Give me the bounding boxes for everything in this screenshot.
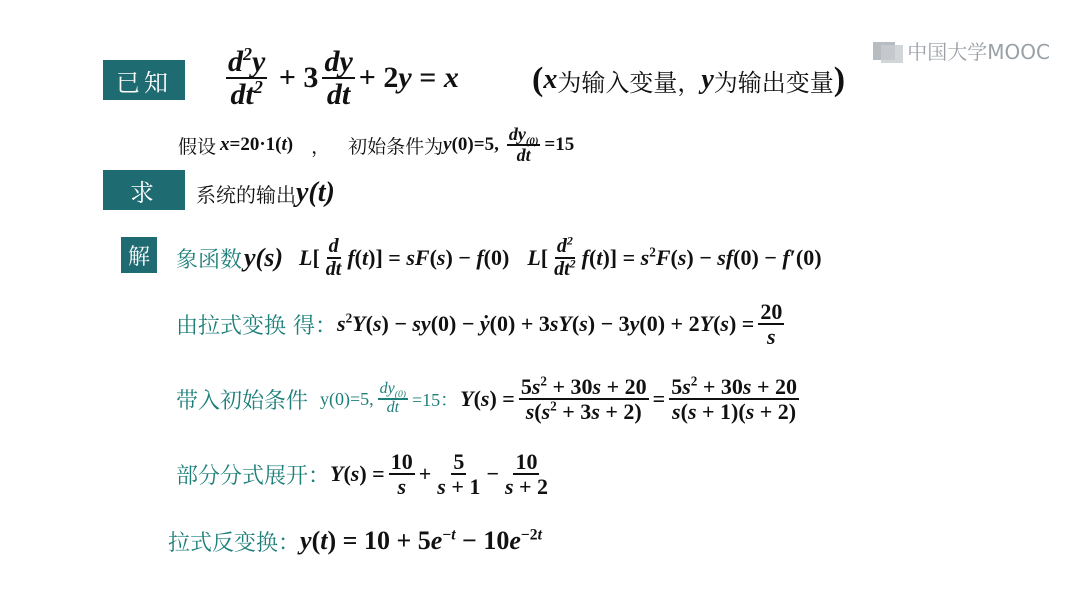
- variable-note: ( x 为输入变量， y 为输出变量 ): [532, 61, 846, 98]
- find-line: 系统的输出 y(t): [196, 177, 335, 208]
- mooc-logo-icon: [873, 40, 903, 62]
- find-expr: y(t): [296, 177, 335, 208]
- image-function-line: 象函数 y(s) L[ $\frac{d}{dt}$ f(t)] = sF(s) − f(0) L[ $\frac{d^2}{dt^2}$ $f(t)] = s^2F(s) - sf(0) - f'(0)$: [176, 233, 822, 280]
- frac-Ys-factored: $\frac{5s^2 + 30s + 20}{s(s + 1)(s + 2)}$: [671, 373, 797, 424]
- frac-5-s1: $\frac{5}{s + 1}$: [437, 448, 481, 499]
- inverse-laplace-line: 拉式反变换： $y(t) = 10 + 5e^{-t} - 10e^{-2t}$: [168, 526, 542, 556]
- frac-dy0-dt-teal: $\frac{dy_{(0)}}{dt}$: [379, 380, 406, 416]
- find-tag: 求: [103, 170, 185, 210]
- given-equation: $\frac{d^2y}{dt^2}$ + 3 $\frac{dy}{dt}$ + 2y = x: [228, 43, 459, 111]
- frac-d2y-dt2: $\frac{d^2y}{dt^2}$: [228, 43, 266, 111]
- watermark-text: 中国大学MOOC: [907, 40, 1050, 64]
- assumption-line: 假设 x=20·1(t) ， 初始条件为 y(0)=5, $\frac{dy_{(0)}}{dt}$ =15: [178, 124, 575, 165]
- partial-fraction-line: 部分分式展开： Y(s) = $\frac{10}{s}$ + $\frac{5}{s + 1}$ − $\frac{10}{s + 2}$: [176, 448, 549, 499]
- frac-dy0-dt: $\frac{dy_{(0)}}{dt}$: [508, 124, 539, 165]
- frac-Ys-expanded: $\frac{5s^2 + 30s + 20}{s(s^2 + 3s + 2)}$: [520, 373, 647, 424]
- frac-d-dt: $\frac{d}{dt}$: [325, 235, 342, 280]
- frac-10-s2: $\frac{10}{s + 2}$: [504, 448, 549, 499]
- known-tag: 已知: [103, 60, 185, 100]
- frac-d2-dt2: $\frac{d^2}{dt^2}$: [554, 233, 576, 280]
- frac-dy-dt: $\frac{dy}{dt}$: [324, 44, 353, 111]
- solve-tag: 解: [121, 237, 157, 273]
- laplace-transform-line: 由拉式变换 得： $s^2Y(s) - sy(0)$ − ẏ(0) + 3sY(s) − 3y(0) + 2Y(s) = $\frac{20}{s}$: [176, 298, 783, 349]
- frac-20-s: $\frac{20}{s}$: [760, 298, 783, 349]
- mooc-watermark: [873, 36, 1050, 65]
- frac-10-s: $\frac{10}{s}$: [390, 448, 413, 499]
- initial-substitution-line: 带入初始条件 y(0)=5, $\frac{dy_{(0)}}{dt}$ =15： Y(s) = $\frac{5s^2 + 30s + 20}{s(s^2 + 3s + 2)}$ = $\frac{5s^2 + 30s + 20}{s(s + 1)(s + 2)}$: [176, 373, 797, 424]
